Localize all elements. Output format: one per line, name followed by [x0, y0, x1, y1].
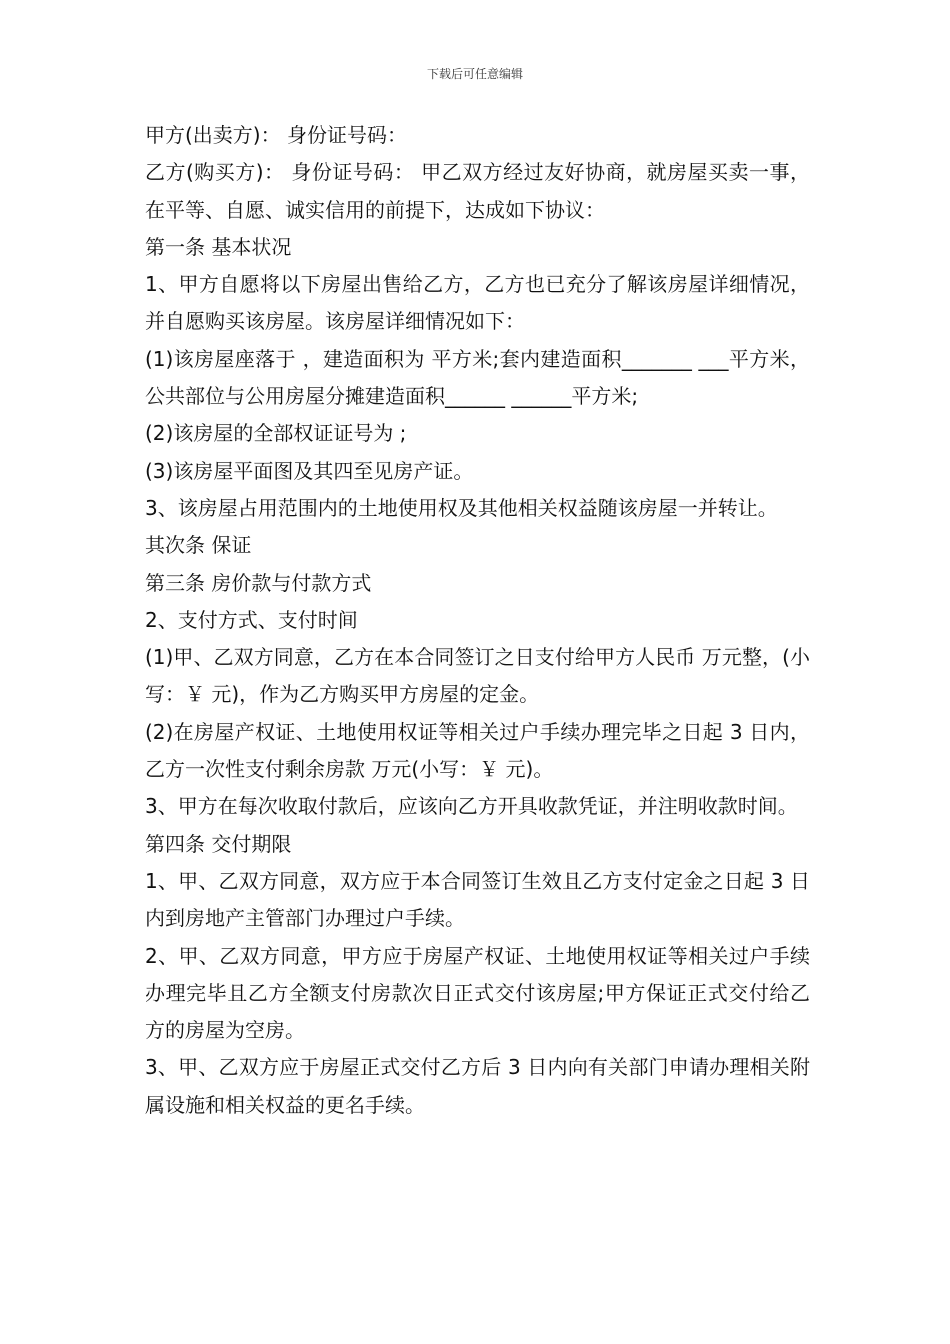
article-1-item-1: (1)该房屋座落于 ，建造面积为 平方米;套内建造面积_______ ___平方米，公共部位与公用房屋分摊建造面积______ ______平方米; [145, 346, 810, 409]
party-b-line: 乙方(购买方)： 身份证号码： 甲乙双方经过友好协商，就房屋买卖一事，在平等、自愿、诚实信用的前提下，达成如下协议： [145, 160, 810, 222]
article-1-clause-3: 3、该房屋占用范围内的土地使用权及其他相关权益随该房屋一并转让。 [145, 495, 778, 520]
article-1-item-3: (3)该房屋平面图及其四至见房产证。 [145, 458, 474, 483]
article-4-clause-3: 3、甲、乙双方应于房屋正式交付乙方后 3 日内向有关部门申请办理相关附属设施和相关权益的更名手续。 [145, 1055, 810, 1117]
article-1-clause-1: 1、甲方自愿将以下房屋出售给乙方，乙方也已充分了解该房屋详细情况，并自愿购买该房屋。该房屋详细情况如下： [145, 272, 810, 334]
document-body [145, 117, 810, 1124]
article-4-heading: 第四条 交付期限 [145, 831, 292, 856]
article-3-item-2: (2)在房屋产权证、土地使用权证等相关过户手续办理完毕之日起 3 日内，乙方一次性支付剩余房款 万元(小写：￥ 元)。 [145, 719, 810, 782]
article-3-clause-2: 2、支付方式、支付时间 [145, 607, 358, 632]
article-3-heading: 第三条 房价款与付款方式 [145, 570, 372, 595]
article-3-item-1: (1)甲、乙双方同意，乙方在本合同签订之日支付给甲方人民币 万元整，(小写：￥ 元)，作为乙方购买甲方房屋的定金。 [145, 645, 810, 707]
article-3-clause-3: 3、甲方在每次收取付款后，应该向乙方开具收款凭证，并注明收款时间。 [145, 794, 798, 819]
article-4-clause-1: 1、甲、乙双方同意，双方应于本合同签订生效且乙方支付定金之日起 3 日内到房地产主管部门办理过户手续。 [145, 868, 810, 931]
party-a-line: 甲方(出卖方)： 身份证号码： [145, 123, 407, 147]
article-1-item-2: (2)该房屋的全部权证证号为 ; [145, 421, 407, 446]
article-4-clause-2: 2、甲、乙双方同意，甲方应于房屋产权证、土地使用权证等相关过户手续办理完毕且乙方全额支付房款次日正式交付该房屋;甲方保证正式交付给乙方的房屋为空房。 [145, 943, 810, 1043]
article-2-heading: 其次条 保证 [145, 533, 252, 558]
page-header: 下载后可任意编辑 [426, 67, 523, 81]
article-1-heading: 第一条 基本状况 [145, 234, 292, 259]
